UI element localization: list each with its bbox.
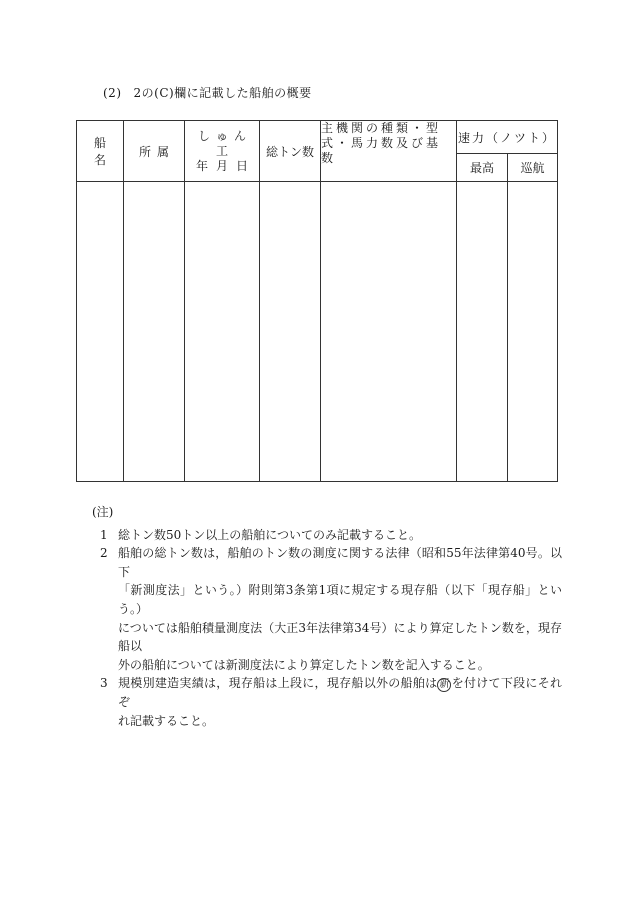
note-text-line2: れ記載すること。	[118, 713, 215, 728]
cell-main-engine[interactable]	[321, 182, 457, 482]
note-item-1	[92, 526, 562, 545]
note-text: 総トン数50トン以上の船舶についてのみ記載すること。	[118, 527, 422, 542]
notes-heading: (注)	[92, 505, 114, 519]
notes-section	[92, 503, 562, 730]
header-completion-line1: しゅん工	[197, 128, 252, 158]
note-number: 3	[100, 676, 108, 691]
header-speed-group: 速力（ノツト）	[457, 121, 558, 154]
table-header-row	[77, 121, 558, 154]
circled-shin-mark: 新	[439, 679, 450, 691]
note-number: 2	[100, 546, 108, 561]
header-completion-date	[185, 121, 260, 182]
header-speed-max: 最高	[457, 154, 508, 182]
header-speed-cruise: 巡航	[508, 154, 558, 182]
ship-summary-table	[76, 120, 558, 482]
note-text-line4: 外の船舶については新測度法により算定したトン数を記入すること。	[118, 657, 490, 672]
header-completion-line2: 年月日	[195, 158, 256, 173]
note-item-2	[92, 544, 562, 674]
header-gross-tonnage: 総トン数	[260, 121, 321, 182]
header-ship-name: 船名	[77, 121, 124, 182]
note-text-line2: 「新測度法」という。）附則第3条第1項に規定する現存船（以下「現存船」という。）	[118, 583, 562, 616]
note-number: 1	[100, 527, 108, 542]
header-main-engine	[321, 121, 457, 182]
cell-speed-cruise[interactable]	[508, 182, 558, 482]
section-title	[103, 84, 312, 101]
cell-gross-tonnage[interactable]	[260, 182, 321, 482]
header-engine-line1: 主機関の種類・型	[321, 121, 442, 135]
cell-speed-max[interactable]	[457, 182, 508, 482]
section-title-text: 2の(C)欄に記載した船舶の概要	[133, 86, 312, 100]
header-affiliation: 所属	[124, 121, 185, 182]
cell-completion-date[interactable]	[185, 182, 260, 482]
note-text-part1: 規模別建造実績は，現存船は上段に，現存船以外の船舶は	[118, 676, 438, 691]
header-engine-line3: 数	[321, 151, 337, 165]
section-number: (2)	[103, 86, 122, 100]
cell-affiliation[interactable]	[124, 182, 185, 482]
note-text-line3: については船舶積量測度法（大正3年法律第34号）により算定したトン数を，現存船以	[118, 620, 562, 654]
note-item-3	[92, 674, 562, 730]
note-text-part2: を付けて下段にそれぞ	[118, 676, 562, 709]
note-text-line1	[118, 674, 562, 711]
cell-ship-name[interactable]	[77, 182, 124, 482]
note-text-line1: 船舶の総トン数は，船舶のトン数の測度に関する法律（昭和55年法律第40号。以下	[118, 546, 562, 579]
header-engine-line2: 式・馬力数及び基	[321, 136, 442, 150]
table-body-row	[77, 182, 558, 482]
